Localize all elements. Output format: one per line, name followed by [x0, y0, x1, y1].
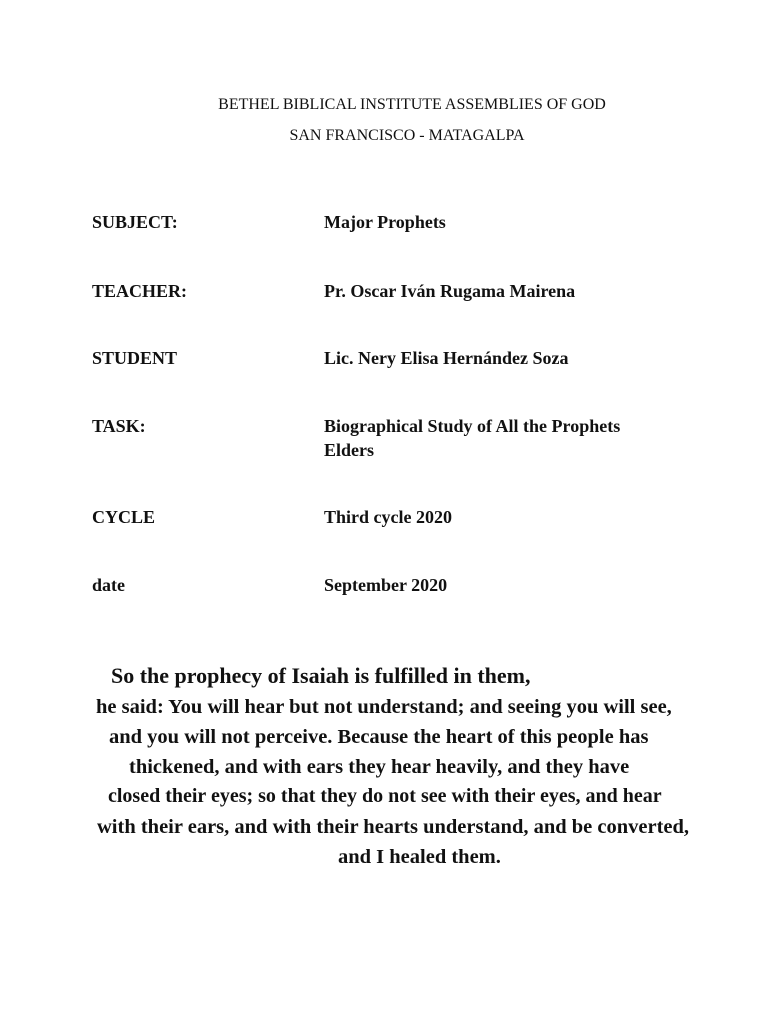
teacher-label: TEACHER: — [92, 281, 188, 301]
quote-line: closed their eyes; so that they do not see with their eyes, and hear — [108, 785, 662, 807]
cycle-value: Third cycle 2020 — [324, 507, 452, 527]
subject-value: Major Prophets — [324, 212, 446, 232]
date-label: date — [92, 575, 125, 595]
student-value: Lic. Nery Elisa Hernández Soza — [324, 348, 569, 368]
quote-line: with their ears, and with their hearts understand, and be converted, — [97, 816, 690, 838]
task-value-line-1: Biographical Study of All the Prophets — [324, 416, 621, 436]
student-label: STUDENT — [92, 348, 178, 368]
subject-label: SUBJECT: — [92, 212, 178, 232]
quote-line: thickened, and with ears they hear heavily, and they have — [129, 756, 630, 778]
task-row — [92, 414, 712, 462]
teacher-value: Pr. Oscar Iván Rugama Mairena — [324, 281, 576, 301]
task-value — [324, 414, 704, 462]
date-value: September 2020 — [324, 575, 448, 595]
quote-line: So the prophecy of Isaiah is fulfilled in them, — [111, 663, 531, 688]
quote-line: he said: You will hear but not understand; and seeing you will see, — [96, 696, 672, 718]
cycle-label: CYCLE — [92, 507, 156, 527]
quote-line: and I healed them. — [338, 846, 501, 868]
institute-location: SAN FRANCISCO - MATAGALPA — [289, 127, 525, 144]
task-label: TASK: — [92, 416, 146, 436]
institute-name: BETHEL BIBLICAL INSTITUTE ASSEMBLIES OF GOD — [218, 96, 606, 113]
quote-line: and you will not perceive. Because the heart of this people has — [109, 726, 649, 748]
task-value-line-2: Elders — [324, 440, 375, 460]
